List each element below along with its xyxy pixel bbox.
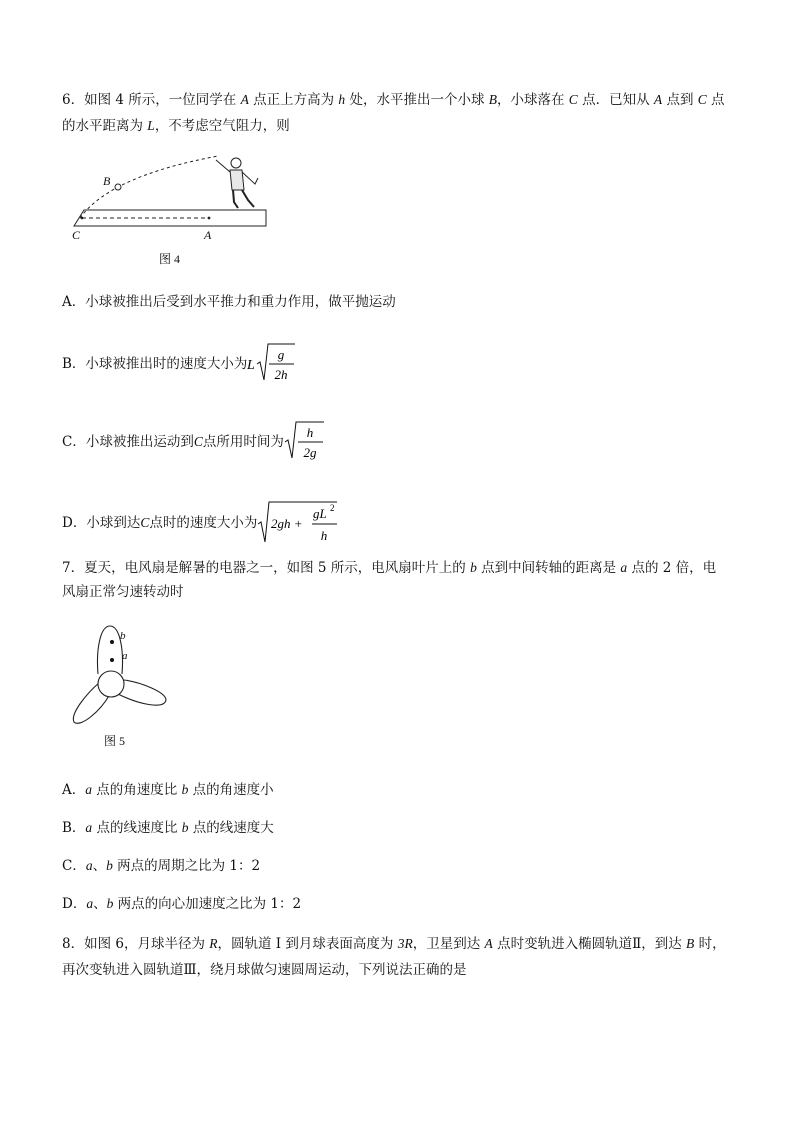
q8-stem-line1: 8．如图 6，月球半径为 R，圆轨道 I 到月球表面高度为 3R，卫星到达 A 点时变轨进入椭圆轨道Ⅱ，到达 B 时， (62, 936, 726, 952)
figure-4-label-c: C (72, 228, 81, 242)
q6-c-formula (284, 420, 332, 464)
q6-d-formula (257, 500, 343, 546)
figure-4-label-b: B (103, 174, 111, 188)
q6-b-den: 2h (274, 367, 288, 382)
q6-option-c: C．小球被推出运动到 C 点所用时间为 h 2g (62, 420, 332, 464)
q6-option-a: A．小球被推出后受到水平推力和重力作用，做平抛运动 (62, 294, 396, 310)
q7-stem-line2: 风扇正常匀速转动时 (62, 584, 184, 600)
figure-5-caption: 图 5 (104, 734, 126, 748)
q6-d-num: gL (313, 506, 328, 521)
q6-c-den: 2g (303, 445, 317, 460)
q6-option-b: B．小球被推出时的速度大小为 L g 2h (62, 342, 307, 386)
q7-option-a: A．a 点的角速度比 b 点的角速度小 (62, 782, 274, 798)
q6-d-den: h (321, 528, 328, 543)
q8-stem-line2: 再次变轨进入圆轨道Ⅲ，绕月球做匀速圆周运动，下列说法正确的是 (62, 962, 467, 978)
figure-4 (70, 150, 270, 240)
figure-4-label-a: A (204, 228, 212, 242)
q7-option-d: D．a、b 两点的向心加速度之比为 1：2 (62, 896, 302, 912)
q6-b-formula (247, 342, 307, 386)
q7-option-c: C．a、b 两点的周期之比为 1：2 (62, 858, 261, 874)
q6-c-num: h (306, 425, 314, 440)
figure-4-caption: 图 4 (159, 252, 181, 266)
q6-d-exp: 2 (330, 503, 335, 513)
q6-b-coef: L (247, 358, 256, 373)
figure-5 (66, 622, 176, 728)
q6-option-d: D．小球到达 C 点时的速度大小为 2gh + gL 2 h (62, 500, 343, 546)
q6-stem-line1: 6．如图 4 所示，一位同学在 A 点正上方高为 h 处，水平推出一个小球 B，小球落在 C 点．已知从 A 点到 C 点 (62, 92, 725, 108)
thrower-figure (216, 158, 258, 208)
q6-stem-line2: 的水平距离为 L，不考虑空气阻力，则 (62, 118, 290, 134)
q6-b-num: g (278, 347, 285, 362)
figure-5-label-b: b (120, 630, 126, 642)
figure-5-label-a: a (122, 650, 128, 662)
figure-4-drawing (70, 150, 270, 240)
q6-d-term: 2gh + (271, 516, 303, 531)
q7-option-b: B．a 点的线速度比 b 点的线速度大 (62, 820, 274, 836)
q7-stem-line1: 7．夏天，电风扇是解暑的电器之一，如图 5 所示，电风扇叶片上的 b 点到中间转轴的距离是 a 点的 2 倍，电 (62, 560, 717, 576)
